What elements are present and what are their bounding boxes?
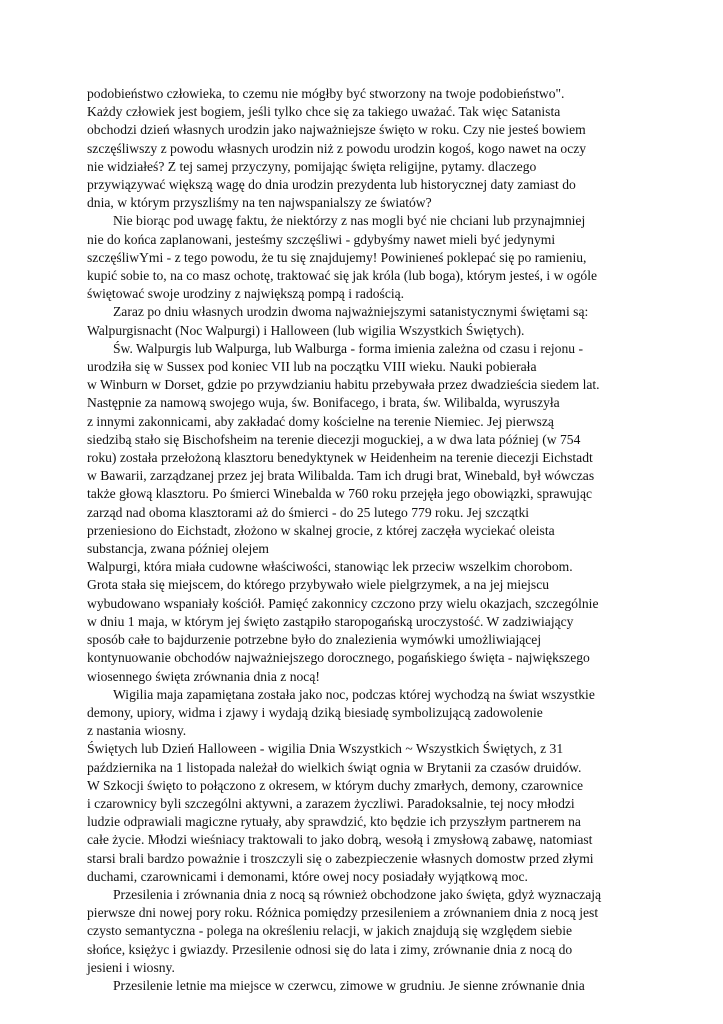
text-line: Wigilia maja zapamiętana została jako noc, podczas której wychodzą na świat wszystkie <box>113 686 595 702</box>
text-line: starsi brali bardzo poważnie i troszczyli się o zabezpieczenie własnych domostw przed złymi <box>87 850 594 866</box>
text-line: Grota stała się miejscem, do którego przybywało wiele pielgrzymek, a na jej miejscu <box>87 577 550 593</box>
text-line: sposób całe to bajdurzenie potrzebne było do znalezienia wymówki umożliwiającej <box>87 632 542 648</box>
text-line: słońce, księżyc i gwiazdy. Przesilenie odnosi się do lata i zimy, zrównanie dnia z nocą do <box>87 941 573 957</box>
text-line: Walpurgisnacht (Noc Walpurgi) i Halloween (lub wigilia Wszystkich Świętych). <box>87 322 525 338</box>
text-line: świętować swoje urodziny z największą pompą i radością. <box>87 286 405 302</box>
text-line: siedzibą stało się Bischofsheim na terenie diecezji moguckiej, a w dwa lata później (w 754 <box>87 431 581 447</box>
text-line: substancja, zwana później olejem <box>87 541 269 557</box>
text-line: W Szkocji święto to połączono z okresem, w którym duchy zmarłych, demony, czarownice <box>87 777 584 793</box>
text-line: szczęśliwszy z powodu własnych urodzin niż z powodu urodzin kogoś, kogo nawet na oczy <box>87 140 587 156</box>
text-line: Każdy człowiek jest bogiem, jeśli tylko chce się za takiego uważać. Tak więc Satanista <box>87 104 561 120</box>
text-line: kupić sobie to, na co masz ochotę, traktować się jak króla (lub boga), którym jesteś, i w ogóle <box>87 268 598 284</box>
text-line: także głową klasztoru. Po śmierci Winebalda w 760 roku przejęła jego obowiązki, sprawując <box>87 486 593 502</box>
text-line: demony, upiory, widma i zjawy i wydają dziką biesiadę symbolizującą zadowolenie <box>87 704 543 720</box>
text-line: Przesilenie letnie ma miejsce w czerwcu, zimowe w grudniu. Je sienne zrównanie dnia <box>113 977 585 993</box>
text-line: Świętych lub Dzień Halloween - wigilia Dnia Wszystkich ~ Wszystkich Świętych, z 31 <box>87 741 564 757</box>
text-line: pierwsze dni nowej pory roku. Różnica pomiędzy przesileniem a zrównaniem dnia z nocą jest <box>87 905 599 921</box>
text-line: obchodzi dzień własnych urodzin jako najważniejsze święto w roku. Czy nie jesteś bowiem <box>87 122 586 138</box>
document-page <box>87 85 635 995</box>
text-line: zarząd nad oboma klasztorami aż do śmierci - do 25 lutego 779 roku. Jej szczątki <box>87 504 530 520</box>
text-line: w Bawarii, zarządzanej przez jej brata Wilibalda. Tam ich drugi brat, Winebald, był wówczas <box>87 468 595 484</box>
text-line: przywiązywać większą wagę do dnia urodzin prezydenta lub historycznej daty zamiast do <box>87 177 576 193</box>
text-line: czysto semantyczna - polega na określeniu relacji, w jakich znajdują się względem siebie <box>87 923 573 939</box>
text-line: października na 1 listopada należał do wielkich świąt ognia w Brytanii za czasów druidów. <box>87 759 582 775</box>
text-line: w dniu 1 maja, w którym jej święto zastąpiło staropogańską uroczystość. W zadziwiający <box>87 613 574 629</box>
text-line: Następnie za namową swojego wuja, św. Bonifacego, i brata, św. Wilibalda, wyruszyła <box>87 395 560 411</box>
text-line: nie do końca zaplanowani, jesteśmy szczęśliwi - gdybyśmy nawet mieli być jedynymi <box>87 231 556 247</box>
text-line: nie widziałeś? Z tej samej przyczyny, pomijając święta religijne, pytamy. dlaczego <box>87 158 537 174</box>
text-line: Nie biorąc pod uwagę faktu, że niektórzy z nas mogli być nie chciani lub przynajmniej <box>113 213 586 229</box>
text-line: Św. Walpurgis lub Walpurga, lub Walburga - forma imienia zależna od czasu i rejonu - <box>113 340 583 356</box>
text-line: i czarownicy byli szczególni aktywni, a zarazem życzliwi. Paradoksalnie, tej nocy młodzi <box>87 795 575 811</box>
text-line: wybudowano wspaniały kościół. Pamięć zakonnicy czczono przy wielu okazjach, szczególnie <box>87 595 599 611</box>
text-line: wiosennego święta zrównania dnia z nocą! <box>87 668 320 684</box>
text-line: dnia, w którym przyszliśmy na ten najwspanialszy ze światów? <box>87 195 432 211</box>
text-line: podobieństwo człowieka, to czemu nie mógłby być stworzony na twoje podobieństwo". <box>87 86 565 101</box>
text-line: kontynuowanie obchodów najważniejszego dorocznego, pogańskiego święta - największego <box>87 650 590 666</box>
text-line: przeniesiono do Eichstadt, złożono w skalnej grocie, z której zaczęła wyciekać oleista <box>87 522 555 538</box>
text-line: ludzie odprawiali magiczne rytuały, aby sprawdzić, kto będzie ich przyszłym partnerem na <box>87 814 581 830</box>
text-line: z nastania wiosny. <box>87 723 187 739</box>
text-line: roku) została przełożoną klasztoru benedyktynek w Heidenheim na terenie diecezji Eichstadt <box>87 450 593 466</box>
text-line: urodziła się w Sussex pod koniec VII lub na początku VIII wieku. Nauki pobierała <box>87 359 537 375</box>
text-line: całe życie. Młodzi wieśniacy traktowali to jako dobrą, wesołą i zmysłową zabawę, natomiast <box>87 832 593 848</box>
text-line: Przesilenia i zrównania dnia z nocą są również obchodzone jako święta, gdyż wyznaczają <box>113 886 602 902</box>
text-line: Walpurgi, która miała cudowne właściwości, stanowiąc lek przeciw wszelkim chorobom. <box>87 559 573 575</box>
text-line: w Winburn w Dorset, gdzie po przywdzianiu habitu przebywała przez dwadzieścia siedem lat. <box>87 377 600 393</box>
text-line: z innymi zakonnicami, aby zakładać domy kościelne na terenie Niemiec. Jej pierwszą <box>87 413 554 429</box>
text-line: jesieni i wiosny. <box>87 959 175 975</box>
text-line: szczęśliwYmi - z tego powodu, że tu się znajdujemy! Powinieneś poklepać się po ramieniu, <box>87 249 587 265</box>
text-line: duchami, czarownicami i demonami, które owej nocy posiadały wyjątkową moc. <box>87 868 528 884</box>
text-line: Zaraz po dniu własnych urodzin dwoma najważniejszymi satanistycznymi świętami są: <box>113 304 589 320</box>
